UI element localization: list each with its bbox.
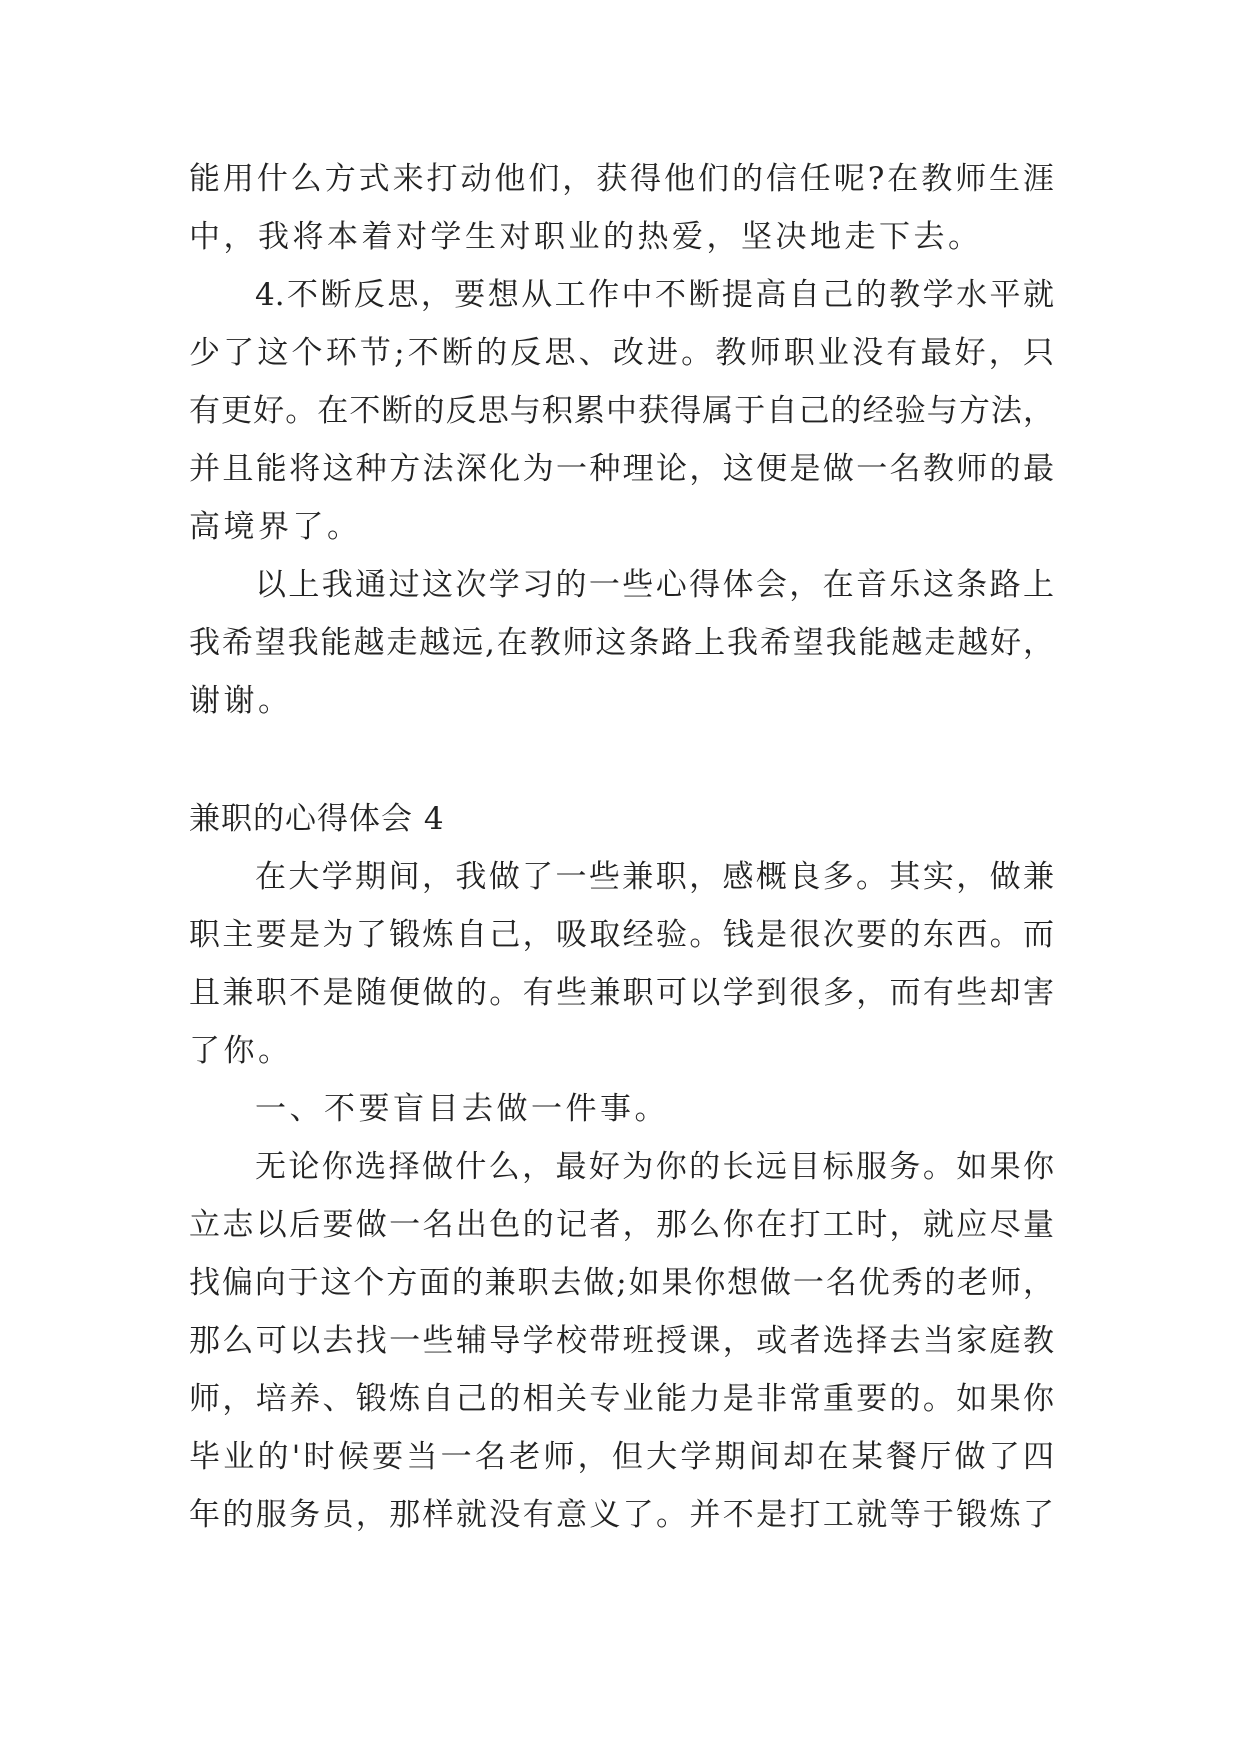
text-line: 那么可以去找一些辅导学校带班授课，或者选择去当家庭教 (189, 1323, 1054, 1359)
text-line: 年的服务员，那样就没有意义了。并不是打工就等于锻炼了 (189, 1497, 1054, 1533)
text-line: 在大学期间，我做了一些兼职，感概良多。其实，做兼 (255, 859, 1054, 895)
text-line: 并且能将这种方法深化为一种理论，这便是做一名教师的最 (189, 451, 1054, 487)
text-line: 中，我将本着对学生对职业的热爱，坚决地走下去。 (189, 219, 983, 255)
text-line: 师，培养、锻炼自己的相关专业能力是非常重要的。如果你 (189, 1381, 1054, 1417)
section-heading: 兼职的心得体会 4 (189, 801, 445, 837)
text-line: 少了这个环节;不断的反思、改进。教师职业没有最好，只 (189, 335, 1054, 371)
text-line: 无论你选择做什么，最好为你的长远目标服务。如果你 (255, 1149, 1054, 1185)
text-line: 毕业的'时候要当一名老师，但大学期间却在某餐厅做了四 (189, 1439, 1054, 1475)
text-line: 我希望我能越走越远,在教师这条路上我希望我能越走越好， (189, 625, 1054, 661)
text-line: 4.不断反思，要想从工作中不断提高自己的教学水平就 (255, 277, 1054, 313)
text-line: 高境界了。 (189, 509, 362, 545)
text-line: 谢谢。 (189, 683, 293, 719)
text-line: 职主要是为了锻炼自己，吸取经验。钱是很次要的东西。而 (189, 917, 1054, 953)
text-line: 且兼职不是随便做的。有些兼职可以学到很多，而有些却害 (189, 975, 1054, 1011)
text-line: 有更好。在不断的反思与积累中获得属于自己的经验与方法， (189, 393, 1054, 429)
subsection-heading: 一、不要盲目去做一件事。 (255, 1091, 669, 1127)
text-line: 立志以后要做一名出色的记者，那么你在打工时，就应尽量 (189, 1207, 1054, 1243)
text-line: 了你。 (189, 1033, 293, 1069)
text-line: 以上我通过这次学习的一些心得体会，在音乐这条路上 (255, 567, 1054, 603)
text-line: 能用什么方式来打动他们，获得他们的信任呢?在教师生涯 (189, 161, 1054, 197)
text-line: 找偏向于这个方面的兼职去做;如果你想做一名优秀的老师， (189, 1265, 1054, 1301)
